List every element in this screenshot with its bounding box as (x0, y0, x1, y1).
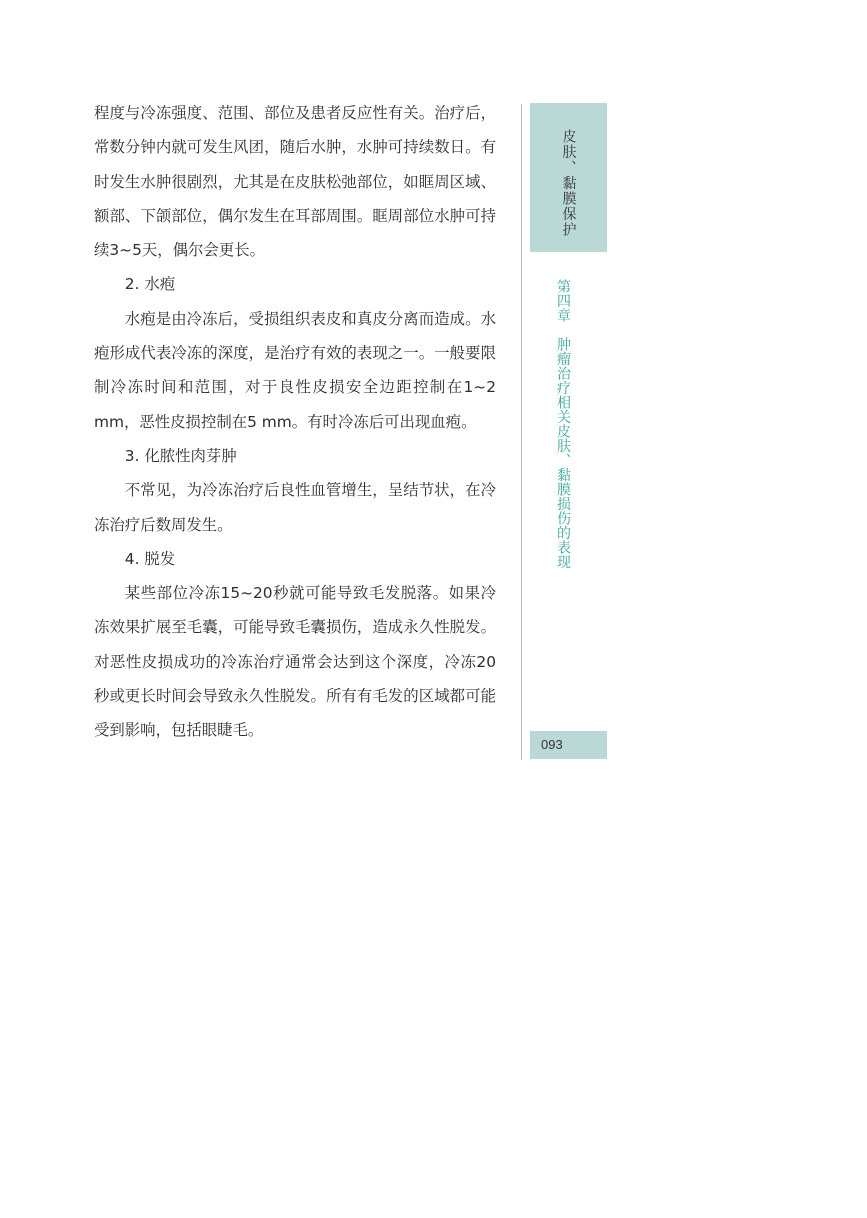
paragraph-pyogenic-granuloma: 不常见，为冷冻治疗后良性血管增生，呈结节状，在冷冻治疗后数周发生。 (94, 481, 496, 534)
column-divider (521, 104, 522, 760)
body-text-column (94, 96, 496, 748)
page-number: 093 (541, 737, 563, 752)
heading-blister: 2. 水疱 (124, 275, 176, 294)
page-number-box (530, 731, 607, 759)
heading-hair-loss: 4. 脱发 (124, 549, 176, 568)
paragraph-continuation: 程度与冷冻强度、范围、部位及患者反应性有关。治疗后，常数分钟内就可发生风团，随后水肿，水肿可持续数日。有时发生水肿很剧烈，尤其是在皮肤松弛部位，如眶周区域、额部、下颌部位，偶尔发生在耳部周围。眶周部位水肿可持续3~5天，偶尔会更长。 (94, 104, 496, 260)
paragraph-blister: 水疱是由冷冻后，受损组织表皮和真皮分离而造成。水疱形成代表冷冻的深度，是治疗有效的表现之一。一般要限制冷冻时间和范围，对于良性皮损安全边距控制在1~2 mm，恶性皮损控制在5 mm。有时冷冻后可出现血疱。 (94, 309, 496, 431)
section-tab (530, 103, 607, 252)
section-tab-label: 皮肤、黏膜保护 (560, 129, 577, 238)
chapter-title: 第四章 肿瘤治疗相关皮肤、黏膜损伤的表现 (555, 279, 571, 569)
heading-pyogenic-granuloma: 3. 化脓性肉芽肿 (124, 446, 237, 465)
paragraph-hair-loss: 某些部位冷冻15~20秒就可能导致毛发脱落。如果冷冻效果扩展至毛囊，可能导致毛囊损伤，造成永久性脱发。对恶性皮损成功的冷冻治疗通常会达到这个深度，冷冻20秒或更长时间会导致永久性脱发。所有有毛发的区域都可能受到影响，包括眼睫毛。 (94, 584, 496, 740)
